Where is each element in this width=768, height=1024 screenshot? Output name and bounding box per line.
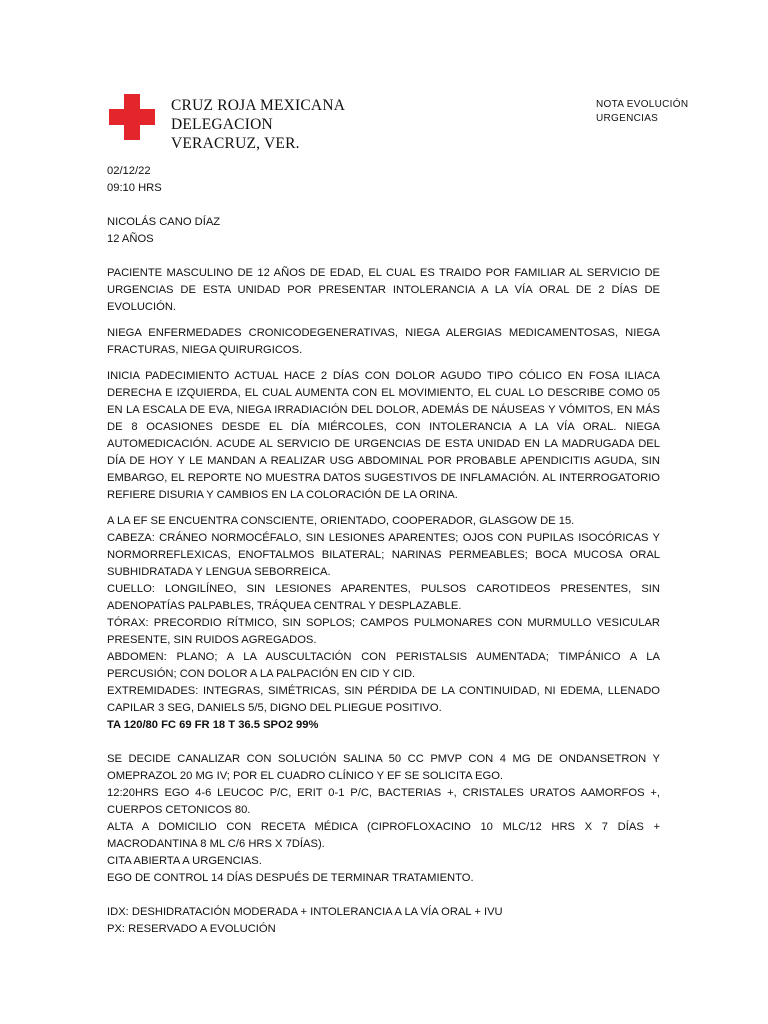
plan-discharge: ALTA A DOMICILIO CON RECETA MÉDICA (CIPROFLOXACINO 10 MLC/12 HRS X 7 DÍAS + MACRODANTINA 8 ML C/6 HRS X 7DÍAS). <box>107 821 660 850</box>
plan-appointment: CITA ABIERTA A URGENCIAS. <box>107 855 262 867</box>
note-type <box>596 98 688 126</box>
vital-signs: TA 120/80 FC 69 FR 18 T 36.5 SPO2 99% <box>107 719 319 731</box>
note-type-line-1: NOTA EVOLUCIÓN <box>596 99 689 110</box>
org-line-3: VERACRUZ, VER. <box>171 135 300 152</box>
diagnosis-px: PX: RESERVADO A EVOLUCIÓN <box>107 923 276 935</box>
history-paragraph: INICIA PADECIMIENTO ACTUAL HACE 2 DÍAS CON DOLOR AGUDO TIPO CÓLICO EN FOSA ILIACA DERECHA E IZQUIERDA, EL CUAL AUMENTA CON EL MOVIMIENTO, EL CUAL LO DESCRIBE COMO 05 EN LA ESCALA DE EVA, NIEGA IRRADIACIÓN DEL DOLOR, ADEMÁS DE NÁUSEAS Y VÓMITOS, EN MÁS DE 8 OCASIONES DESDE EL DÍA MIÉRCOLES, CON INTOLERANCIA A LA VÍA ORAL. NIEGA AUTOMEDICACIÓN. ACUDE AL SERVICIO DE URGENCIAS DE ESTA UNIDAD EN LA MADRUGADA DEL DÍA DE HOY Y LE MANDAN A REALIZAR USG ABDOMINAL POR PROBABLE APENDICITIS AGUDA, SIN EMBARGO, EL REPORTE NO MUESTRA DATOS SUGESTIVOS DE INFLAMACIÓN. AL INTERROGATORIO REFIERE DISURIA Y CAMBIOS EN LA COLORACIÓN DE LA ORINA. <box>107 370 660 501</box>
exam-head: CABEZA: CRÁNEO NORMOCÉFALO, SIN LESIONES APARENTES; OJOS CON PUPILAS ISOCÓRICAS Y NORMORREFLEXICAS, ENOFTALMOS BILATERAL; NARINAS PERMEABLES; BOCA MUCOSA ORAL SUBHIDRATADA Y LENGUA SEBORREICA. <box>107 532 660 578</box>
plan-labs: 12:20HRS EGO 4-6 LEUCOC P/C, ERIT 0-1 P/C, BACTERIAS +, CRISTALES URATOS AAMORFOS +, CUERPOS CETONICOS 80. <box>107 787 660 816</box>
antecedents-paragraph: NIEGA ENFERMEDADES CRONICODEGENERATIVAS, NIEGA ALERGIAS MEDICAMENTOSAS, NIEGA FRACTURAS, NIEGA QUIRURGICOS. <box>107 327 660 356</box>
org-line-1: CRUZ ROJA MEXICANA <box>171 97 346 114</box>
exam-thorax: TÓRAX: PRECORDIO RÍTMICO, SIN SOPLOS; CAMPOS PULMONARES CON MURMULLO VESICULAR PRESENTE, SIN RUIDOS AGREGADOS. <box>107 617 660 646</box>
note-body <box>107 163 660 938</box>
exam-general: A LA EF SE ENCUENTRA CONSCIENTE, ORIENTADO, COOPERADOR, GLASGOW DE 15. <box>107 515 575 527</box>
patient-name: NICOLÁS CANO DÍAZ <box>107 216 221 228</box>
cross-horizontal-bar <box>109 109 155 125</box>
exam-extremities: EXTREMIDADES: INTEGRAS, SIMÉTRICAS, SIN PÉRDIDA DE LA CONTINUIDAD, NI EDEMA, LLENADO CAPILAR 3 SEG, DANIELS 5/5, DIGNO DEL PLIEGUE POSITIVO. <box>107 685 660 714</box>
patient-age: 12 AÑOS <box>107 233 154 245</box>
plan-control: EGO DE CONTROL 14 DÍAS DESPUÉS DE TERMINAR TRATAMIENTO. <box>107 872 474 884</box>
note-type-line-2: URGENCIAS <box>596 113 659 124</box>
plan-treatment: SE DECIDE CANALIZAR CON SOLUCIÓN SALINA 50 CC PMVP CON 4 MG DE ONDANSETRON Y OMEPRAZOL 20 MG IV; POR EL CUADRO CLÍNICO Y EF SE SOLICITA EGO. <box>107 753 660 782</box>
exam-neck: CUELLO: LONGILÍNEO, SIN LESIONES APARENTES, PULSOS CAROTIDEOS PRESENTES, SIN ADENOPATÍAS PALPABLES, TRÁQUEA CENTRAL Y DESPLAZABLE. <box>107 583 660 612</box>
note-date: 02/12/22 <box>107 165 151 177</box>
exam-abdomen: ABDOMEN: PLANO; A LA AUSCULTACIÓN CON PERISTALSIS AUMENTADA; TIMPÁNICO A LA PERCUSIÓN; CON DOLOR A LA PALPACIÓN EN CID Y CID. <box>107 651 660 680</box>
diagnosis-idx: IDX: DESHIDRATACIÓN MODERADA + INTOLERANCIA A LA VÍA ORAL + IVU <box>107 906 503 918</box>
red-cross-logo-icon <box>109 94 155 140</box>
organization-name <box>171 96 431 153</box>
note-time: 09:10 HRS <box>107 182 162 194</box>
org-line-2: DELEGACION <box>171 116 273 133</box>
intro-paragraph: PACIENTE MASCULINO DE 12 AÑOS DE EDAD, EL CUAL ES TRAIDO POR FAMILIAR AL SERVICIO DE URGENCIAS DE ESTA UNIDAD POR PRESENTAR INTOLERANCIA A LA VÍA ORAL DE 2 DÍAS DE EVOLUCIÓN. <box>107 267 660 313</box>
